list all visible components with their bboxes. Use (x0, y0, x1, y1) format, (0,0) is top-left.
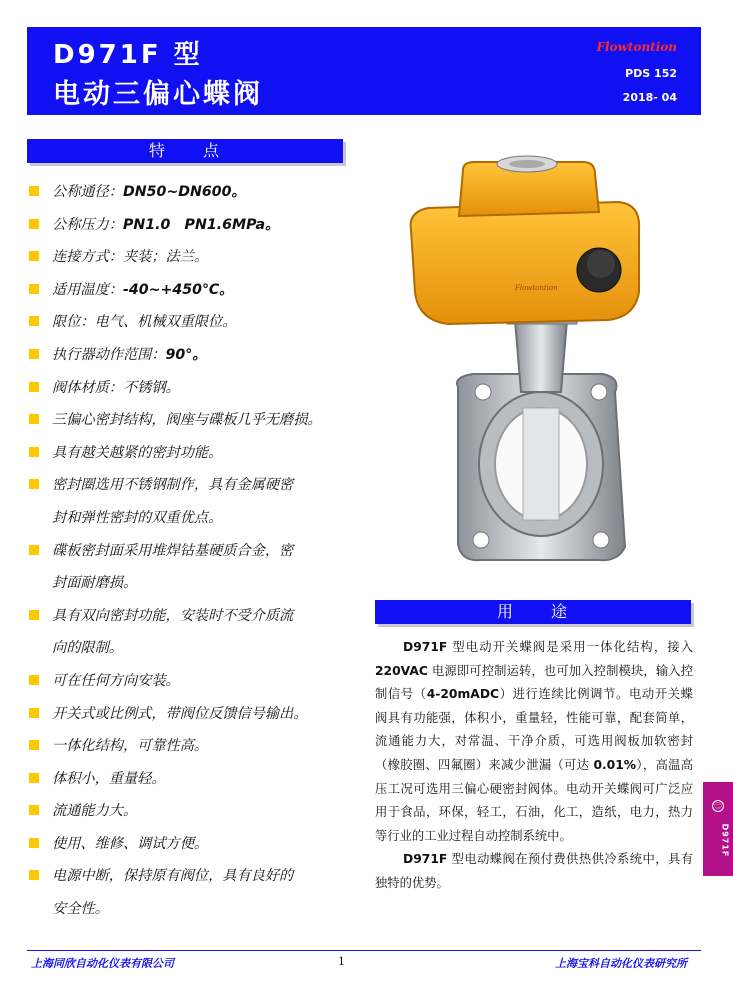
square-bullet-icon (29, 838, 39, 848)
feature-item (27, 339, 357, 372)
feature-label: 公称压力： (52, 216, 123, 233)
square-bullet-icon (29, 708, 39, 718)
feature-item (27, 795, 357, 828)
feature-value: -40~+450℃。 (122, 281, 234, 298)
feature-text: 密封圈选用不锈钢制作，具有金属硬密 (52, 477, 294, 494)
feature-text: 封面耐磨损。 (52, 575, 138, 592)
feature-text: 阀体材质：不锈钢。 (52, 379, 180, 396)
feature-item (27, 860, 357, 925)
feature-item (27, 241, 357, 274)
feature-item (27, 274, 357, 307)
square-bullet-icon (29, 284, 39, 294)
brand-logo: Flowtontion (596, 40, 677, 54)
square-bullet-icon (29, 773, 39, 783)
feature-text: 使用、维修、调试方便。 (52, 835, 209, 852)
side-tab (703, 782, 733, 876)
square-bullet-icon (29, 870, 39, 880)
feature-item (27, 730, 357, 763)
feature-item (27, 469, 357, 534)
title-banner (27, 27, 701, 115)
usage-emphasis: D971F (403, 640, 448, 654)
square-bullet-icon (29, 479, 39, 489)
feature-text: 向的限制。 (52, 640, 123, 657)
feature-text: 安全性。 (52, 901, 109, 918)
feature-text: 开关式或比例式，带阀位反馈信号输出。 (52, 705, 308, 722)
feature-text: 具有越关越紧的密封功能。 (52, 444, 223, 461)
electric-actuator (411, 156, 640, 324)
feature-text: 碟板密封面采用堆焊钴基硬质合金，密 (52, 542, 294, 559)
feature-text: 体积小，重量轻。 (52, 770, 166, 787)
square-bullet-icon (29, 610, 39, 620)
feature-label: 适用温度： (52, 281, 123, 298)
square-bullet-icon (29, 414, 39, 424)
usage-run: 电源即可控制运转，也可加入控制模块，输入控制信号（ (375, 663, 693, 702)
footer-divider (27, 950, 701, 951)
square-bullet-icon (29, 186, 39, 196)
feature-value: PN1.0 PN1.6MPa。 (122, 216, 280, 233)
valve-photo (403, 152, 648, 572)
actuator-brand: Flowtontion (515, 284, 558, 292)
feature-item (27, 437, 357, 470)
feature-value: 90°。 (165, 346, 207, 363)
feature-text: 一体化结构，可靠性高。 (52, 738, 209, 755)
usage-run: 型电动蝶阀在预付费供热供冷系统中，具有独特的优势。 (375, 852, 693, 890)
feature-item (27, 698, 357, 731)
features-heading: 特 点 (27, 139, 343, 163)
square-bullet-icon (29, 447, 39, 457)
valve-body (457, 374, 625, 560)
feature-item (27, 209, 357, 242)
usage-emphasis: D971F (403, 852, 448, 867)
usage-run: 型电动开关蝶阀是采用一体化结构，接入 (447, 640, 693, 654)
square-bullet-icon (29, 545, 39, 555)
square-bullet-icon (29, 740, 39, 750)
footer-institute: 上海宝科自动化仪表研究所 (555, 957, 687, 970)
usage-emphasis: 220VAC (375, 663, 428, 678)
feature-item (27, 372, 357, 405)
doc-date: 2018- 04 (622, 91, 677, 104)
footer-company: 上海同欣自动化仪表有限公司 (31, 957, 174, 970)
feature-text: 流通能力大。 (52, 803, 138, 820)
feature-item (27, 404, 357, 437)
side-tab-code: D971F (720, 823, 730, 858)
feature-text: 连接方式：夹装；法兰。 (52, 249, 209, 266)
feature-value: DN50~DN600。 (122, 184, 246, 200)
feature-item (27, 535, 357, 600)
square-bullet-icon (29, 805, 39, 815)
usage-emphasis: 0.01% (593, 757, 637, 772)
square-bullet-icon (29, 251, 39, 261)
usage-run: ）进行连续比例调节。电动开关蝶阀具有功能强，体积小，重量轻，性能可靠，配套简单，流通能力大，对常温、干净介质，可选用阀板加软密封（橡胶圈、四氟圈）来减少泄漏（可达 (375, 687, 693, 772)
feature-item (27, 828, 357, 861)
feature-label: 执行器动作范围： (52, 346, 166, 363)
feature-label: 公称通径： (52, 184, 123, 200)
feature-item (27, 600, 357, 665)
doc-number: PDS 152 (625, 67, 677, 80)
feature-item (27, 306, 357, 339)
square-bullet-icon (29, 675, 39, 685)
feature-item (27, 763, 357, 796)
feature-item (27, 665, 357, 698)
feature-item (27, 176, 357, 209)
usage-text (375, 636, 693, 896)
product-name: 电动三偏心蝶阀 (53, 79, 263, 110)
usage-paragraph-2 (375, 848, 693, 895)
feature-text: 可在任何方向安装。 (52, 672, 180, 689)
usage-emphasis: 4-20mADC (426, 687, 500, 702)
feature-text: 封和弹性密封的双重优点。 (52, 509, 223, 526)
feature-text: 具有双向密封功能，安装时不受介质流 (52, 607, 294, 624)
square-bullet-icon (29, 316, 39, 326)
feature-text: 三偏心密封结构，阀座与碟板几乎无磨损。 (52, 412, 322, 429)
page-number: 1 (338, 955, 345, 968)
features-list (27, 176, 357, 926)
product-model: D971F 型 (53, 40, 203, 70)
feature-text: 限位：电气、机械双重限位。 (52, 314, 237, 331)
square-bullet-icon (29, 349, 39, 359)
usage-paragraph-1 (375, 636, 693, 848)
company-logo-icon: ㊁ (712, 800, 724, 812)
square-bullet-icon (29, 382, 39, 392)
square-bullet-icon (29, 219, 39, 229)
usage-run: ），高温高压工况可选用三偏心硬密封阀体。电动开关蝶阀可广泛应用于食品，环保，轻工，石油，化工，造纸，电力，热力等行业的工业过程自动控制系统中。 (375, 757, 693, 843)
usage-heading: 用 途 (375, 600, 691, 624)
feature-text: 电源中断，保持原有阀位，具有良好的 (52, 868, 294, 885)
